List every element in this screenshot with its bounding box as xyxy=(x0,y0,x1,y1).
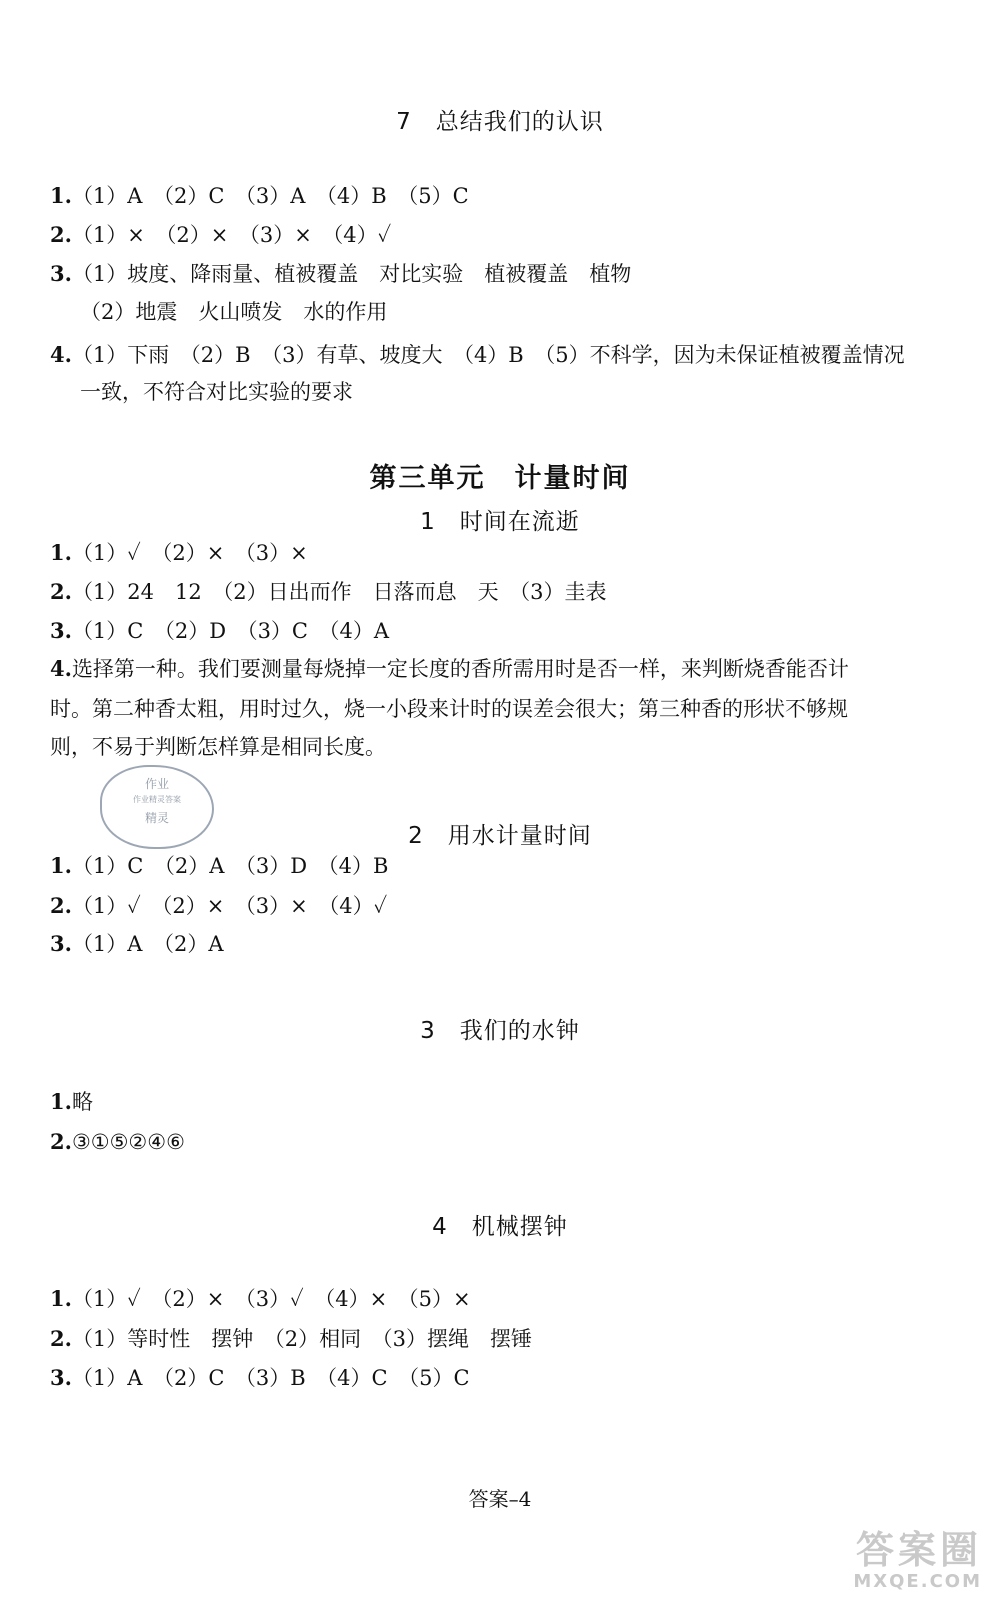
question-number: 2. xyxy=(50,1129,72,1154)
answer-continuation: （2）地震 火山喷发 水的作用 xyxy=(80,300,388,324)
question-number: 4. xyxy=(50,656,72,681)
answer-text: （1）等时性 摆钟 （2）相同 （3）摆绳 摆锤 xyxy=(71,1327,533,1351)
question-number: 2. xyxy=(50,893,72,918)
answer-text: （1）下雨 （2）B （3）有草、坡度大 （4）B （5）不科学，因为未保证植被覆盖情况 xyxy=(71,343,905,367)
question-number: 3. xyxy=(50,931,72,956)
question-number: 3. xyxy=(50,618,72,643)
answer-line xyxy=(50,893,387,919)
stamp-text: 精灵 xyxy=(144,811,169,825)
watermark-text: 答案圈 xyxy=(855,1528,982,1572)
question-number: 1. xyxy=(50,183,72,208)
question-number: 4. xyxy=(50,342,72,367)
section-title-3: 3 我们的水钟 xyxy=(420,1018,580,1044)
stamp-text: 作业精灵答案 xyxy=(133,795,181,804)
answer-line xyxy=(50,1286,471,1312)
answer-text: （1）A （2）A xyxy=(71,932,224,956)
answer-line xyxy=(50,1365,470,1391)
question-number: 1. xyxy=(50,1089,72,1114)
question-number: 1. xyxy=(50,540,72,565)
answer-text: （1）A （2）C （3）B （4）C （5）C xyxy=(71,1366,470,1390)
answer-text: （1）24 12 （2）日出而作 日落而息 天 （3）圭表 xyxy=(71,580,607,604)
answer-text: （1）C （2）D （3）C （4）A xyxy=(71,619,390,643)
watermark-logo xyxy=(782,1528,982,1598)
answer-text: （1）× （2）× （3）× （4）✓ xyxy=(71,223,392,247)
answer-line xyxy=(50,618,389,644)
answer-continuation: 时。第二种香太粗，用时过久，烧一小段来计时的误差会很大；第三种香的形状不够规 xyxy=(50,697,848,721)
answer-text: 选择第一种。我们要测量每烧掉一定长度的香所需用时是否一样，来判断烧香能否计 xyxy=(71,657,849,681)
answer-text: （1）坡度、降雨量、植被覆盖 对比实验 植被覆盖 植物 xyxy=(71,262,632,286)
question-number: 3. xyxy=(50,261,72,286)
answer-continuation: 一致，不符合对比实验的要求 xyxy=(80,380,353,404)
answer-line xyxy=(50,579,606,605)
answer-line xyxy=(50,261,631,287)
section-title-7: 7 总结我们的认识 xyxy=(396,109,604,135)
stamp-text: 作业 xyxy=(144,777,169,791)
page-number: 答案–4 xyxy=(468,1487,532,1511)
unit-title: 第三单元 计量时间 xyxy=(369,463,631,494)
answer-line xyxy=(50,342,905,368)
question-number: 2. xyxy=(50,1326,72,1351)
answer-text: （1）C （2）A （3）D （4）B xyxy=(71,854,389,878)
question-number: 2. xyxy=(50,579,72,604)
answer-line xyxy=(50,222,391,248)
answer-line xyxy=(50,1089,93,1115)
answer-line xyxy=(50,540,308,566)
section-title-2: 2 用水计量时间 xyxy=(408,823,592,849)
answer-line xyxy=(50,183,469,209)
section-title-4: 4 机械摆钟 xyxy=(432,1214,568,1240)
answer-text: 略 xyxy=(71,1090,93,1114)
answer-text: （1）A （2）C （3）A （4）B （5）C xyxy=(71,184,469,208)
section-title-1: 1 时间在流逝 xyxy=(420,509,580,535)
answer-line xyxy=(50,853,388,879)
answer-line xyxy=(50,656,849,682)
answer-line xyxy=(50,1129,185,1155)
answer-text: （1）✓ （2）× （3）× （4）✓ xyxy=(71,894,388,918)
question-number: 1. xyxy=(50,1286,72,1311)
answer-text: （1）✓ （2）× （3）× xyxy=(71,541,308,565)
answer-line xyxy=(50,931,224,957)
question-number: 2. xyxy=(50,222,72,247)
answer-line xyxy=(50,1326,532,1352)
question-number: 3. xyxy=(50,1365,72,1390)
answer-text: （1）✓ （2）× （3）✓ （4）× （5）× xyxy=(71,1287,471,1311)
answer-text: ③①⑤②④⑥ xyxy=(71,1130,185,1154)
answer-continuation: 则，不易于判断怎样算是相同长度。 xyxy=(50,735,386,759)
question-number: 1. xyxy=(50,853,72,878)
watermark-url: MXQE.COM xyxy=(853,1571,982,1592)
